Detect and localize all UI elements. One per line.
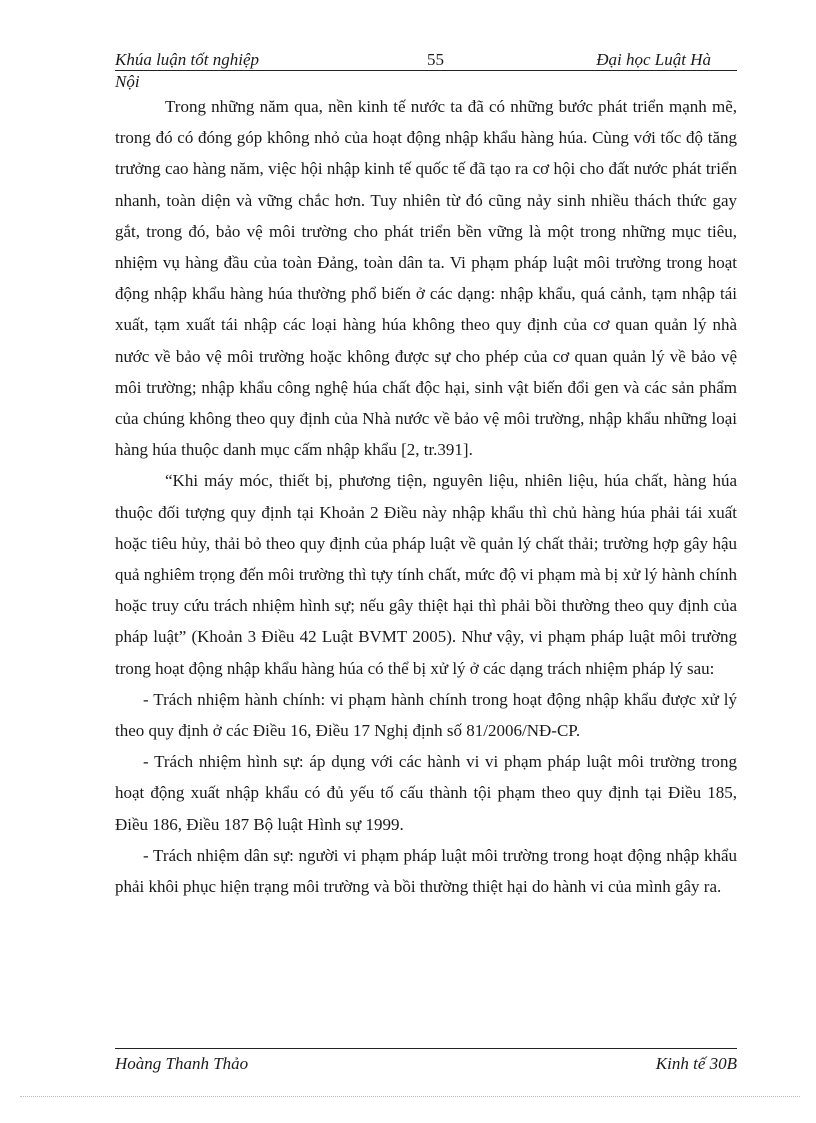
footer-author: Hoàng Thanh Thảo: [115, 1054, 249, 1073]
document-body: [115, 91, 737, 902]
bullet-administrative-liability: - Trách nhiệm hành chính: vi phạm hành chính trong hoạt động nhập khẩu được xử lý theo quy định ở các Điều 16, Điều 17 Nghị định số 81/2006/NĐ-CP.: [115, 689, 737, 741]
header-university: Đại học Luật Hà: [596, 50, 711, 69]
page-bottom-edge: [20, 1096, 800, 1097]
page-header: [115, 48, 737, 71]
footer-class: Kinh tế 30B: [655, 1054, 737, 1073]
header-thesis-title: Khúa luận tốt nghiệp: [115, 50, 260, 69]
footer-divider: [115, 1048, 737, 1049]
page-number: 55: [427, 50, 444, 69]
header-university-wrap: Nội: [115, 72, 140, 91]
bullet-criminal-liability: - Trách nhiệm hình sự: áp dụng với các hành vi vi phạm pháp luật môi trường trong hoạt động xuất nhập khẩu có đủ yếu tố cấu thành tội phạm theo quy định tại Điều 185, Điều 186, Điều 187 Bộ luật Hình sự 1999.: [115, 752, 737, 834]
paragraph-quote: “Khi máy móc, thiết bị, phương tiện, nguyên liệu, nhiên liệu, húa chất, hàng húa thuộc đối tượng quy định tại Khoản 2 Điều này nhập khẩu thì chủ hàng húa phải tái xuất hoặc tiêu hủy, thải bỏ theo quy định của pháp luật về quản lý chất thải; trường hợp gây hậu quả nghiêm trọng đến môi trường thì tựy tính chất, mức độ vi phạm mà bị xử lý hành chính hoặc truy cứu trách nhiệm hình sự; nếu gây thiệt hại thì phải bồi thường theo quy định của pháp luật” (Khoản 3 Điều 42 Luật BVMT 2005). Như vậy, vi phạm pháp luật môi trường trong hoạt động nhập khẩu hàng húa có thể bị xử lý ở các dạng trách nhiệm pháp lý sau:: [115, 471, 737, 678]
bullet-civil-liability: - Trách nhiệm dân sự: người vi phạm pháp luật môi trường trong hoạt động nhập khẩu phải khôi phục hiện trạng môi trường và bồi thường thiệt hại do hành vi của mình gây ra.: [115, 845, 737, 897]
paragraph-intro: Trong những năm qua, nền kinh tế nước ta đã có những bước phát triển mạnh mẽ, trong đó có đóng góp không nhỏ của hoạt động nhập khẩu hàng húa. Cùng với tốc độ tăng trưởng cao hàng năm, việc hội nhập kinh tế quốc tế đã tạo ra cơ hội cho đất nước phát triển nhanh, toàn diện và vững chắc hơn. Tuy nhiên từ đó cũng nảy sinh nhiều thách thức gay gắt, trong đó, bảo vệ môi trường cho phát triển bền vững là một trong những mục tiêu, nhiệm vụ hàng đầu của toàn Đảng, toàn dân ta. Vi phạm pháp luật môi trường trong hoạt động nhập khẩu hàng húa thường phổ biến ở các dạng: nhập khẩu, quá cảnh, tạm nhập tái xuất, tạm xuất tái nhập các loại hàng húa không theo quy định của cơ quan quản lý nhà nước về bảo vệ môi trường hoặc không được sự cho phép của cơ quan quản lý về bảo vệ môi trường; nhập khẩu công nghệ húa chất độc hại, sinh vật biến đổi gen và các sản phẩm của chúng không theo quy định của Nhà nước về bảo vệ môi trường, nhập khẩu những loại hàng húa thuộc danh mục cấm nhập khẩu [2, tr.391].: [115, 97, 737, 460]
